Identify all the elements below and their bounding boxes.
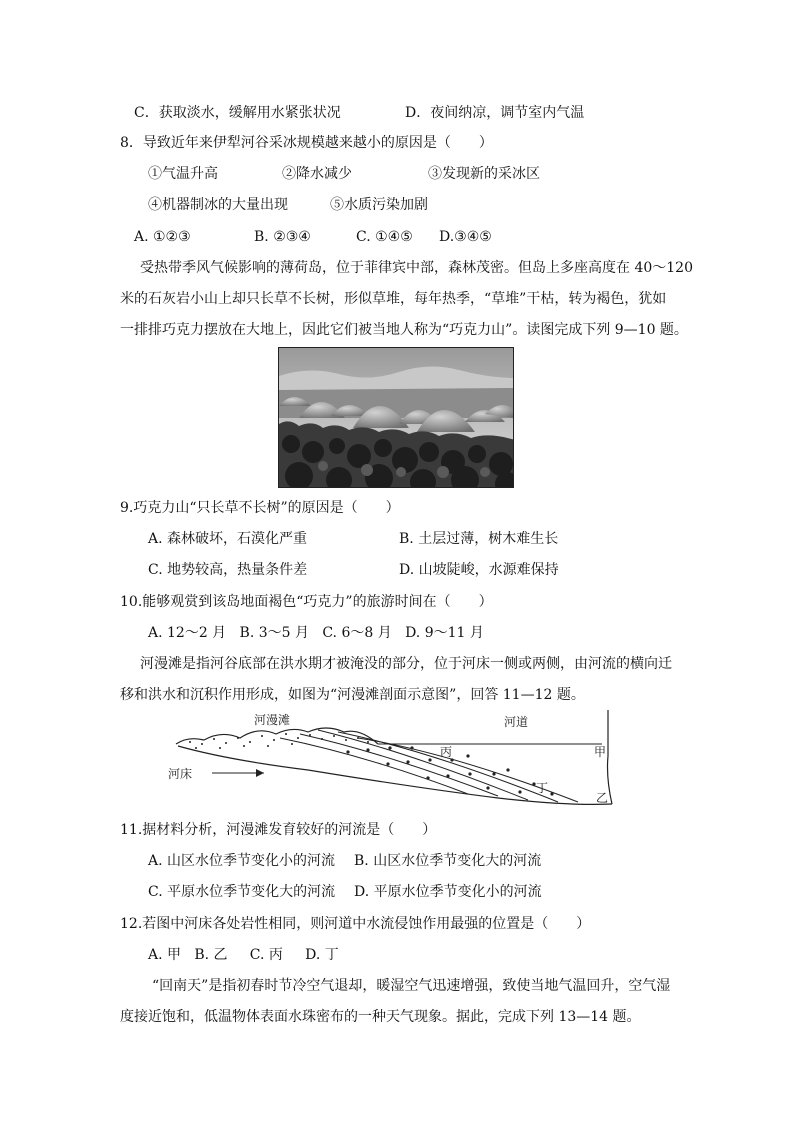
label-riverbed: 河床 — [168, 767, 193, 781]
q8-option-b: B. ②③④ — [254, 229, 311, 245]
q8-item-3: ③发现新的采冰区 — [428, 166, 540, 182]
label-channel: 河道 — [504, 715, 529, 729]
passage2-line-2: 移和洪水和沉积作用形成，如图为“河漫滩剖面示意图”，回答 11—12 题。 — [120, 687, 585, 703]
q11-option-c: C. 平原水位季节变化大的河流 — [148, 884, 336, 900]
q8-option-a: A. ①②③ — [134, 229, 191, 245]
label-jia: 甲 — [594, 745, 607, 759]
q8-stem: 8．导致近年来伊犁河谷采冰规模越来越小的原因是（ ） — [120, 135, 493, 151]
q9-option-a: A. 森林破坏，石漠化严重 — [148, 531, 308, 547]
q8-item-5: ⑤水质污染加剧 — [330, 197, 428, 213]
q9-option-d: D. 山坡陡峻，水源难保持 — [399, 562, 559, 578]
q11-option-b: B. 山区水位季节变化大的河流 — [354, 853, 542, 869]
q9-stem: 9.巧克力山“只长草不长树”的原因是（ ） — [120, 500, 400, 516]
q11-option-a: A. 山区水位季节变化小的河流 — [148, 853, 336, 869]
q8-item-2: ②降水减少 — [282, 166, 352, 182]
q7-option-d: D．夜间纳凉，调节室内气温 — [405, 105, 585, 121]
q12-options: A. 甲 B. 乙 C. 丙 D. 丁 — [148, 947, 339, 963]
q8-option-c: C. ①④⑤ — [356, 229, 413, 245]
q11-stem: 11.据材料分析，河漫滩发育较好的河流是（ ） — [120, 822, 437, 838]
q8-option-d: D.③④⑤ — [439, 229, 492, 245]
passage2-line-1: 河漫滩是指河谷底部在洪水期才被淹没的部分，位于河床一侧或两侧，由河流的横向迁 — [140, 656, 672, 672]
q11-option-d: D. 平原水位季节变化小的河流 — [354, 884, 542, 900]
q9-option-c: C. 地势较高，热量条件差 — [148, 562, 308, 578]
passage1-line-2: 米的石灰岩小山上却只长草不长树，形似草堆，每年热季，“草堆”干枯，转为褐色，犹如 — [120, 291, 667, 307]
q8-item-4: ④机器制冰的大量出现 — [148, 197, 288, 213]
passage3-line-1: “回南天”是指初春时节冷空气退却，暖湿空气迅速增强，致使当地气温回升，空气湿 — [152, 978, 671, 994]
label-yi: 乙 — [596, 791, 609, 805]
label-ding: 丁 — [536, 781, 549, 795]
q10-stem: 10.能够观赏到该岛地面褐色“巧克力”的旅游时间在（ ） — [120, 594, 493, 610]
passage1-line-3: 一排排巧克力摆放在大地上，因此它们被当地人称为“巧克力山”。读图完成下列 9—10 题。 — [120, 322, 688, 338]
q7-option-c: C．获取淡水，缓解用水紧张状况 — [134, 105, 341, 121]
passage3-line-2: 度接近饱和，低温物体表面水珠密布的一种天气现象。据此，完成下列 13—14 题。 — [120, 1009, 641, 1025]
q12-stem: 12.若图中河床各处岩性相同，则河道中水流侵蚀作用最强的位置是（ ） — [120, 916, 591, 932]
q9-option-b: B. 土层过薄，树木难生长 — [399, 531, 559, 547]
label-floodplain: 河漫滩 — [254, 713, 291, 727]
passage1-line-1: 受热带季风气候影响的薄荷岛，位于菲律宾中部，森林茂密。但岛上多座高度在 40～120 — [140, 260, 693, 276]
q8-item-1: ①气温升高 — [148, 166, 218, 182]
q10-options: A. 12～2 月 B. 3～5 月 C. 6～8 月 D. 9～11 月 — [148, 625, 484, 641]
floodplain-cross-section-diagram — [168, 708, 616, 808]
chocolate-hills-photo — [278, 347, 514, 488]
label-bing: 丙 — [440, 745, 453, 759]
